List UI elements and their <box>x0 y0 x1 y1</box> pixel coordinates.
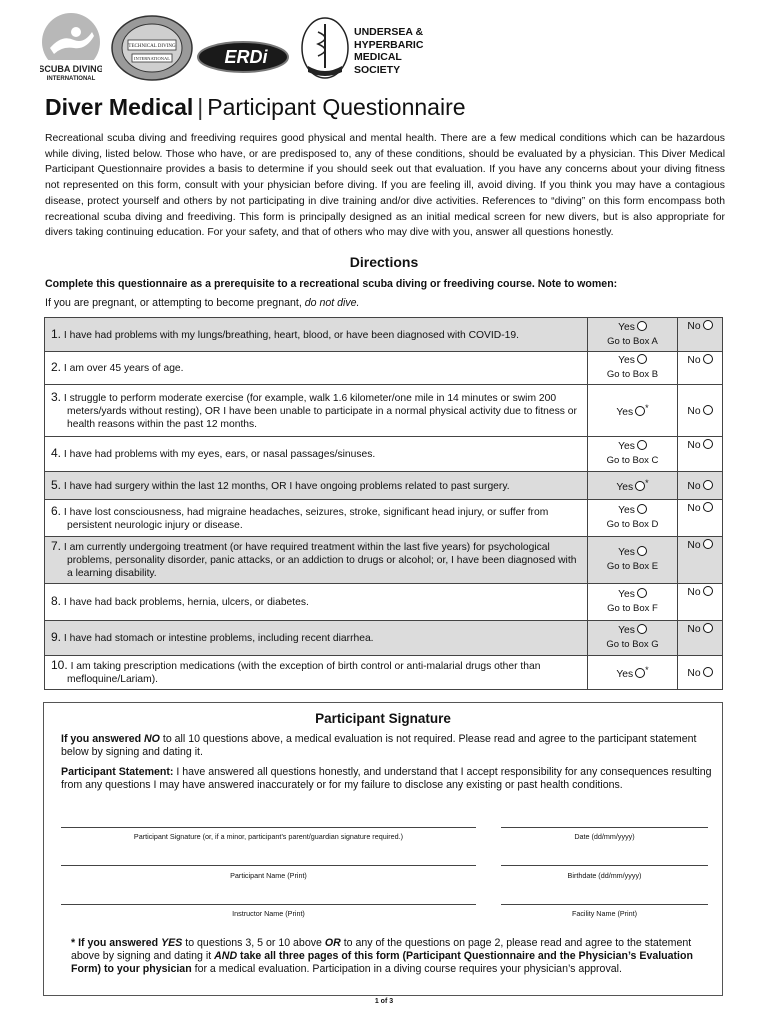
yes-radio-circle[interactable] <box>637 440 647 450</box>
no-cell <box>678 537 723 584</box>
directions-line2 <box>45 295 735 311</box>
no-cell <box>678 437 723 472</box>
goto-box-label: Go to Box E <box>606 561 659 572</box>
no-label: No <box>687 503 701 514</box>
signature-line[interactable] <box>61 827 476 828</box>
svg-text:TECHNICAL DIVING: TECHNICAL DIVING <box>128 44 176 49</box>
no-label: No <box>687 355 701 366</box>
no-radio-circle[interactable] <box>703 320 713 330</box>
yes-option[interactable] <box>616 665 649 680</box>
goto-box-label: Go to Box A <box>607 335 658 347</box>
yes-label: Yes <box>616 407 634 418</box>
title-rest: Participant Questionnaire <box>207 94 466 120</box>
no-label: No <box>687 624 701 635</box>
date-label: Date (dd/mm/yyyy) <box>574 832 635 841</box>
signature-instruction <box>61 733 713 759</box>
svg-text:ERDi: ERDi <box>224 47 268 67</box>
question-text-cell <box>45 437 588 472</box>
yes-option[interactable] <box>616 403 649 418</box>
yes-option[interactable] <box>618 547 647 558</box>
question-text: I have had problems with my lungs/breathing, heart, blood, or have been diagnosed with COVID-19. <box>63 329 519 341</box>
birthdate-line[interactable] <box>501 865 708 866</box>
yes-cell <box>588 584 678 621</box>
directions-line2-start: If you are pregnant, or attempting to become pregnant, <box>45 297 302 309</box>
question-row <box>45 621 723 656</box>
question-text-cell <box>45 318 588 352</box>
date-line[interactable] <box>501 827 708 828</box>
directions-line2-em: do not dive. <box>304 297 360 309</box>
question-text-continued: meters/yards without resting), OR I have been unable to participate in a normal physical activity due to fitness or health reasons within the past 12 months. <box>67 405 577 430</box>
intro-paragraph: Recreational scuba diving and freediving requires good physical and mental health. There are a few medical conditions which can be hazardous while diving, listed below. Those who have, or are predisposed to, any of these conditions, should be evaluated by a physician. This Diver Medical Participant Questionnaire provides a basis to determine if you should seek out that evaluation. If you have any concerns about your diving fitness not represented on this form, consult with your physician before diving. If you are feeling ill, avoid diving. If you think you may have a contagious disease, protect yourself and others by not participating in dive training and/or dive activities. References to “diving” on this form encompass both recreational scuba diving and freediving. This form is principally designed as an initial medical screen for new divers, but is also appropriate for divers taking continuing education. For your safety, and that of others who may dive with you, answer all questions honestly. <box>45 133 725 239</box>
statement-label: Participant Statement: <box>61 766 174 778</box>
asterisk: * <box>645 665 649 675</box>
question-text-cell <box>45 621 588 656</box>
question-text: I have lost consciousness, had migraine headaches, seizures, stroke, significant head injury, or suffer from <box>63 506 549 518</box>
yes-radio-circle[interactable] <box>635 406 645 416</box>
no-label: No <box>687 480 701 492</box>
foot-c: to any of the questions on page 2, please read and agree to the statement above by signing and dating it <box>71 937 692 962</box>
no-option[interactable] <box>687 624 712 635</box>
question-number: 10. <box>51 658 68 672</box>
question-text: I am over 45 years of age. <box>63 363 184 374</box>
yes-radio-circle[interactable] <box>637 546 647 556</box>
question-row <box>45 472 723 500</box>
foot-a: If you answered <box>78 937 159 949</box>
statement-text: I have answered all questions honestly, and understand that I accept responsibility for any consequences resulting from any questions I may have answered inaccurately or for my failure to disclose any existing or past health conditions. <box>61 766 712 791</box>
question-row <box>45 352 723 385</box>
goto-box-label: Go to Box G <box>606 639 659 650</box>
facility-name-line[interactable] <box>501 904 708 905</box>
yes-radio-circle[interactable] <box>635 481 645 491</box>
signature-box <box>43 702 723 996</box>
question-row <box>45 656 723 690</box>
questions-table <box>44 317 723 690</box>
yes-cell <box>588 472 678 500</box>
tdi-logo <box>110 14 194 82</box>
question-number: 7. <box>51 539 62 553</box>
p1-b: to all 10 questions above, a medical evaluation is not required. Please read and agree to the participant statement below by signing and dating it. <box>61 733 697 758</box>
no-option[interactable] <box>687 587 712 598</box>
question-text-cell <box>45 472 588 500</box>
no-radio-circle[interactable] <box>703 586 713 596</box>
p1-a: If you answered <box>61 733 142 745</box>
yes-cell <box>588 656 678 690</box>
no-option[interactable] <box>687 668 712 679</box>
no-option[interactable] <box>687 481 712 492</box>
signature-heading: Participant Signature <box>315 711 451 726</box>
yes-label: Yes <box>618 441 635 452</box>
no-option[interactable] <box>687 406 712 417</box>
question-text: I struggle to perform moderate exercise (for example, walk 1.6 kilometer/one mile in 14 minutes or swim 200 <box>63 392 557 404</box>
yes-radio-circle[interactable] <box>637 354 647 364</box>
yes-radio-circle[interactable] <box>637 504 647 514</box>
goto-box-label: Go to Box F <box>607 603 658 614</box>
foot-e: for a medical evaluation. Participation in a diving course requires your physician’s approval. <box>194 963 622 975</box>
question-text: I have had problems with my eyes, ears, or nasal passages/sinuses. <box>63 449 376 460</box>
question-row <box>45 437 723 472</box>
instructor-name-label: Instructor Name (Print) <box>232 909 305 918</box>
question-number: 6. <box>51 503 62 518</box>
question-text-continued: persistent neurologic injury or disease. <box>67 519 243 531</box>
yes-cell <box>588 621 678 656</box>
participant-name-label: Participant Name (Print) <box>230 871 307 880</box>
foot-or: OR <box>324 937 341 949</box>
foot-d: take all three pages of this form (Participant Questionnaire and the Physician’s Evaluation Form) to your physician <box>71 950 693 975</box>
no-cell <box>678 385 723 437</box>
no-label: No <box>687 587 701 598</box>
question-number: 1. <box>51 326 62 341</box>
foot-star: * <box>71 937 76 949</box>
foot-yes: YES <box>161 937 183 949</box>
title-separator: | <box>197 94 204 120</box>
question-number: 2. <box>51 360 62 374</box>
no-radio-circle[interactable] <box>703 480 713 490</box>
no-cell <box>678 621 723 656</box>
goto-box-label: Go to Box C <box>606 455 659 466</box>
directions-text <box>45 276 735 311</box>
question-row <box>45 537 723 584</box>
yes-cell <box>588 385 678 437</box>
no-cell <box>678 318 723 352</box>
question-number: 8. <box>51 594 62 608</box>
question-text: I am currently undergoing treatment (or have required treatment within the last five years) for psychological <box>63 542 550 553</box>
yes-cell <box>588 318 678 352</box>
no-radio-circle[interactable] <box>703 502 713 512</box>
question-text: I am taking prescription medications (with the exception of birth control or anti-malarial drugs other than <box>70 661 541 672</box>
asterisk: * <box>645 403 649 413</box>
participant-name-line[interactable] <box>61 865 476 866</box>
asterisk: * <box>645 478 649 488</box>
no-option[interactable] <box>687 540 712 551</box>
yes-option[interactable] <box>616 478 649 493</box>
goto-box-label: Go to Box B <box>606 369 659 380</box>
yes-option[interactable] <box>618 505 647 516</box>
yes-cell <box>588 537 678 584</box>
yes-radio-circle[interactable] <box>637 321 647 331</box>
foot-b: to questions 3, 5 or 10 above <box>185 937 322 949</box>
no-cell <box>678 584 723 621</box>
svg-text:SCUBA DIVING: SCUBA DIVING <box>40 64 102 74</box>
question-text-continued: mefloquine/Lariam). <box>67 674 158 685</box>
question-row <box>45 584 723 621</box>
yes-cell <box>588 437 678 472</box>
question-text-cell <box>45 656 588 690</box>
question-row <box>45 500 723 537</box>
uhms-name: UNDERSEA & HYPERBARIC MEDICAL SOCIETY <box>354 26 424 76</box>
question-row <box>45 385 723 437</box>
no-option[interactable] <box>687 321 712 332</box>
instructor-name-line[interactable] <box>61 904 476 905</box>
no-cell <box>678 472 723 500</box>
question-text: I have had surgery within the last 12 months, OR I have ongoing problems related to past surgery. <box>63 480 510 492</box>
no-label: No <box>687 667 701 679</box>
no-radio-circle[interactable] <box>703 405 713 415</box>
foot-and: AND <box>214 950 238 962</box>
no-label: No <box>687 540 701 551</box>
svg-text:INTERNATIONAL: INTERNATIONAL <box>46 76 96 82</box>
no-option[interactable] <box>687 440 712 451</box>
no-radio-circle[interactable] <box>703 623 713 633</box>
no-cell <box>678 656 723 690</box>
yes-label: Yes <box>618 625 635 636</box>
question-number: 3. <box>51 389 62 404</box>
question-text-cell <box>45 385 588 437</box>
yes-label: Yes <box>618 547 635 558</box>
yes-label: Yes <box>616 482 634 493</box>
no-cell <box>678 500 723 537</box>
yes-label: Yes <box>616 669 634 680</box>
svg-text:INTERNATIONAL: INTERNATIONAL <box>134 56 170 61</box>
yes-cell <box>588 500 678 537</box>
question-row <box>45 318 723 352</box>
sdi-logo <box>40 12 102 82</box>
yes-option[interactable] <box>618 589 647 600</box>
erdi-logo <box>196 40 290 74</box>
directions-heading: Directions <box>349 254 419 270</box>
no-radio-circle[interactable] <box>703 539 713 549</box>
yes-radio-circle[interactable] <box>637 588 647 598</box>
participant-statement <box>61 766 713 792</box>
page-number: 1 of 3 <box>374 998 394 1005</box>
yes-label: Yes <box>618 505 635 516</box>
facility-name-label: Facility Name (Print) <box>571 909 638 918</box>
question-number: 5. <box>51 477 62 492</box>
question-text: I have had stomach or intestine problems, including recent diarrhea. <box>63 633 374 644</box>
no-option[interactable] <box>687 503 712 514</box>
yes-label: Yes <box>618 589 635 600</box>
yes-option[interactable] <box>618 355 647 366</box>
yes-label: Yes <box>618 355 635 366</box>
question-text-cell <box>45 537 588 584</box>
question-text-cell <box>45 352 588 385</box>
no-radio-circle[interactable] <box>703 667 713 677</box>
yes-option[interactable] <box>618 625 647 636</box>
yes-radio-circle[interactable] <box>635 668 645 678</box>
physician-note <box>71 937 713 976</box>
yes-option[interactable] <box>618 322 647 333</box>
yes-cell <box>588 352 678 385</box>
question-text-cell <box>45 500 588 537</box>
no-option[interactable] <box>687 355 712 366</box>
question-number: 4. <box>51 446 62 460</box>
question-text-continued: problems, personality disorder, panic attacks, or an addiction to drugs or alcohol; or, I have been diagnosed with a learning disability. <box>67 555 577 579</box>
no-radio-circle[interactable] <box>703 354 713 364</box>
no-label: No <box>687 405 701 417</box>
no-cell <box>678 352 723 385</box>
yes-radio-circle[interactable] <box>637 624 647 634</box>
question-text: I have had back problems, hernia, ulcers, or diabetes. <box>63 597 309 608</box>
no-label: No <box>687 440 701 451</box>
no-radio-circle[interactable] <box>703 439 713 449</box>
goto-box-label: Go to Box D <box>606 519 659 530</box>
question-text-cell <box>45 584 588 621</box>
title-bold: Diver Medical <box>45 94 194 120</box>
birthdate-label: Birthdate (dd/mm/yyyy) <box>567 871 642 880</box>
signature-label: Participant Signature (or, if a minor, participant’s parent/guardian signature required.) <box>133 832 404 841</box>
yes-label: Yes <box>618 321 635 333</box>
question-number: 9. <box>51 630 62 644</box>
page-title <box>45 94 466 121</box>
yes-option[interactable] <box>618 441 647 452</box>
uhms-logo <box>300 16 350 80</box>
p1-no: NO <box>144 733 160 745</box>
no-label: No <box>687 321 701 332</box>
directions-line1: Complete this questionnaire as a prerequisite to a recreational scuba diving or freediving course. Note to women: <box>45 278 618 290</box>
